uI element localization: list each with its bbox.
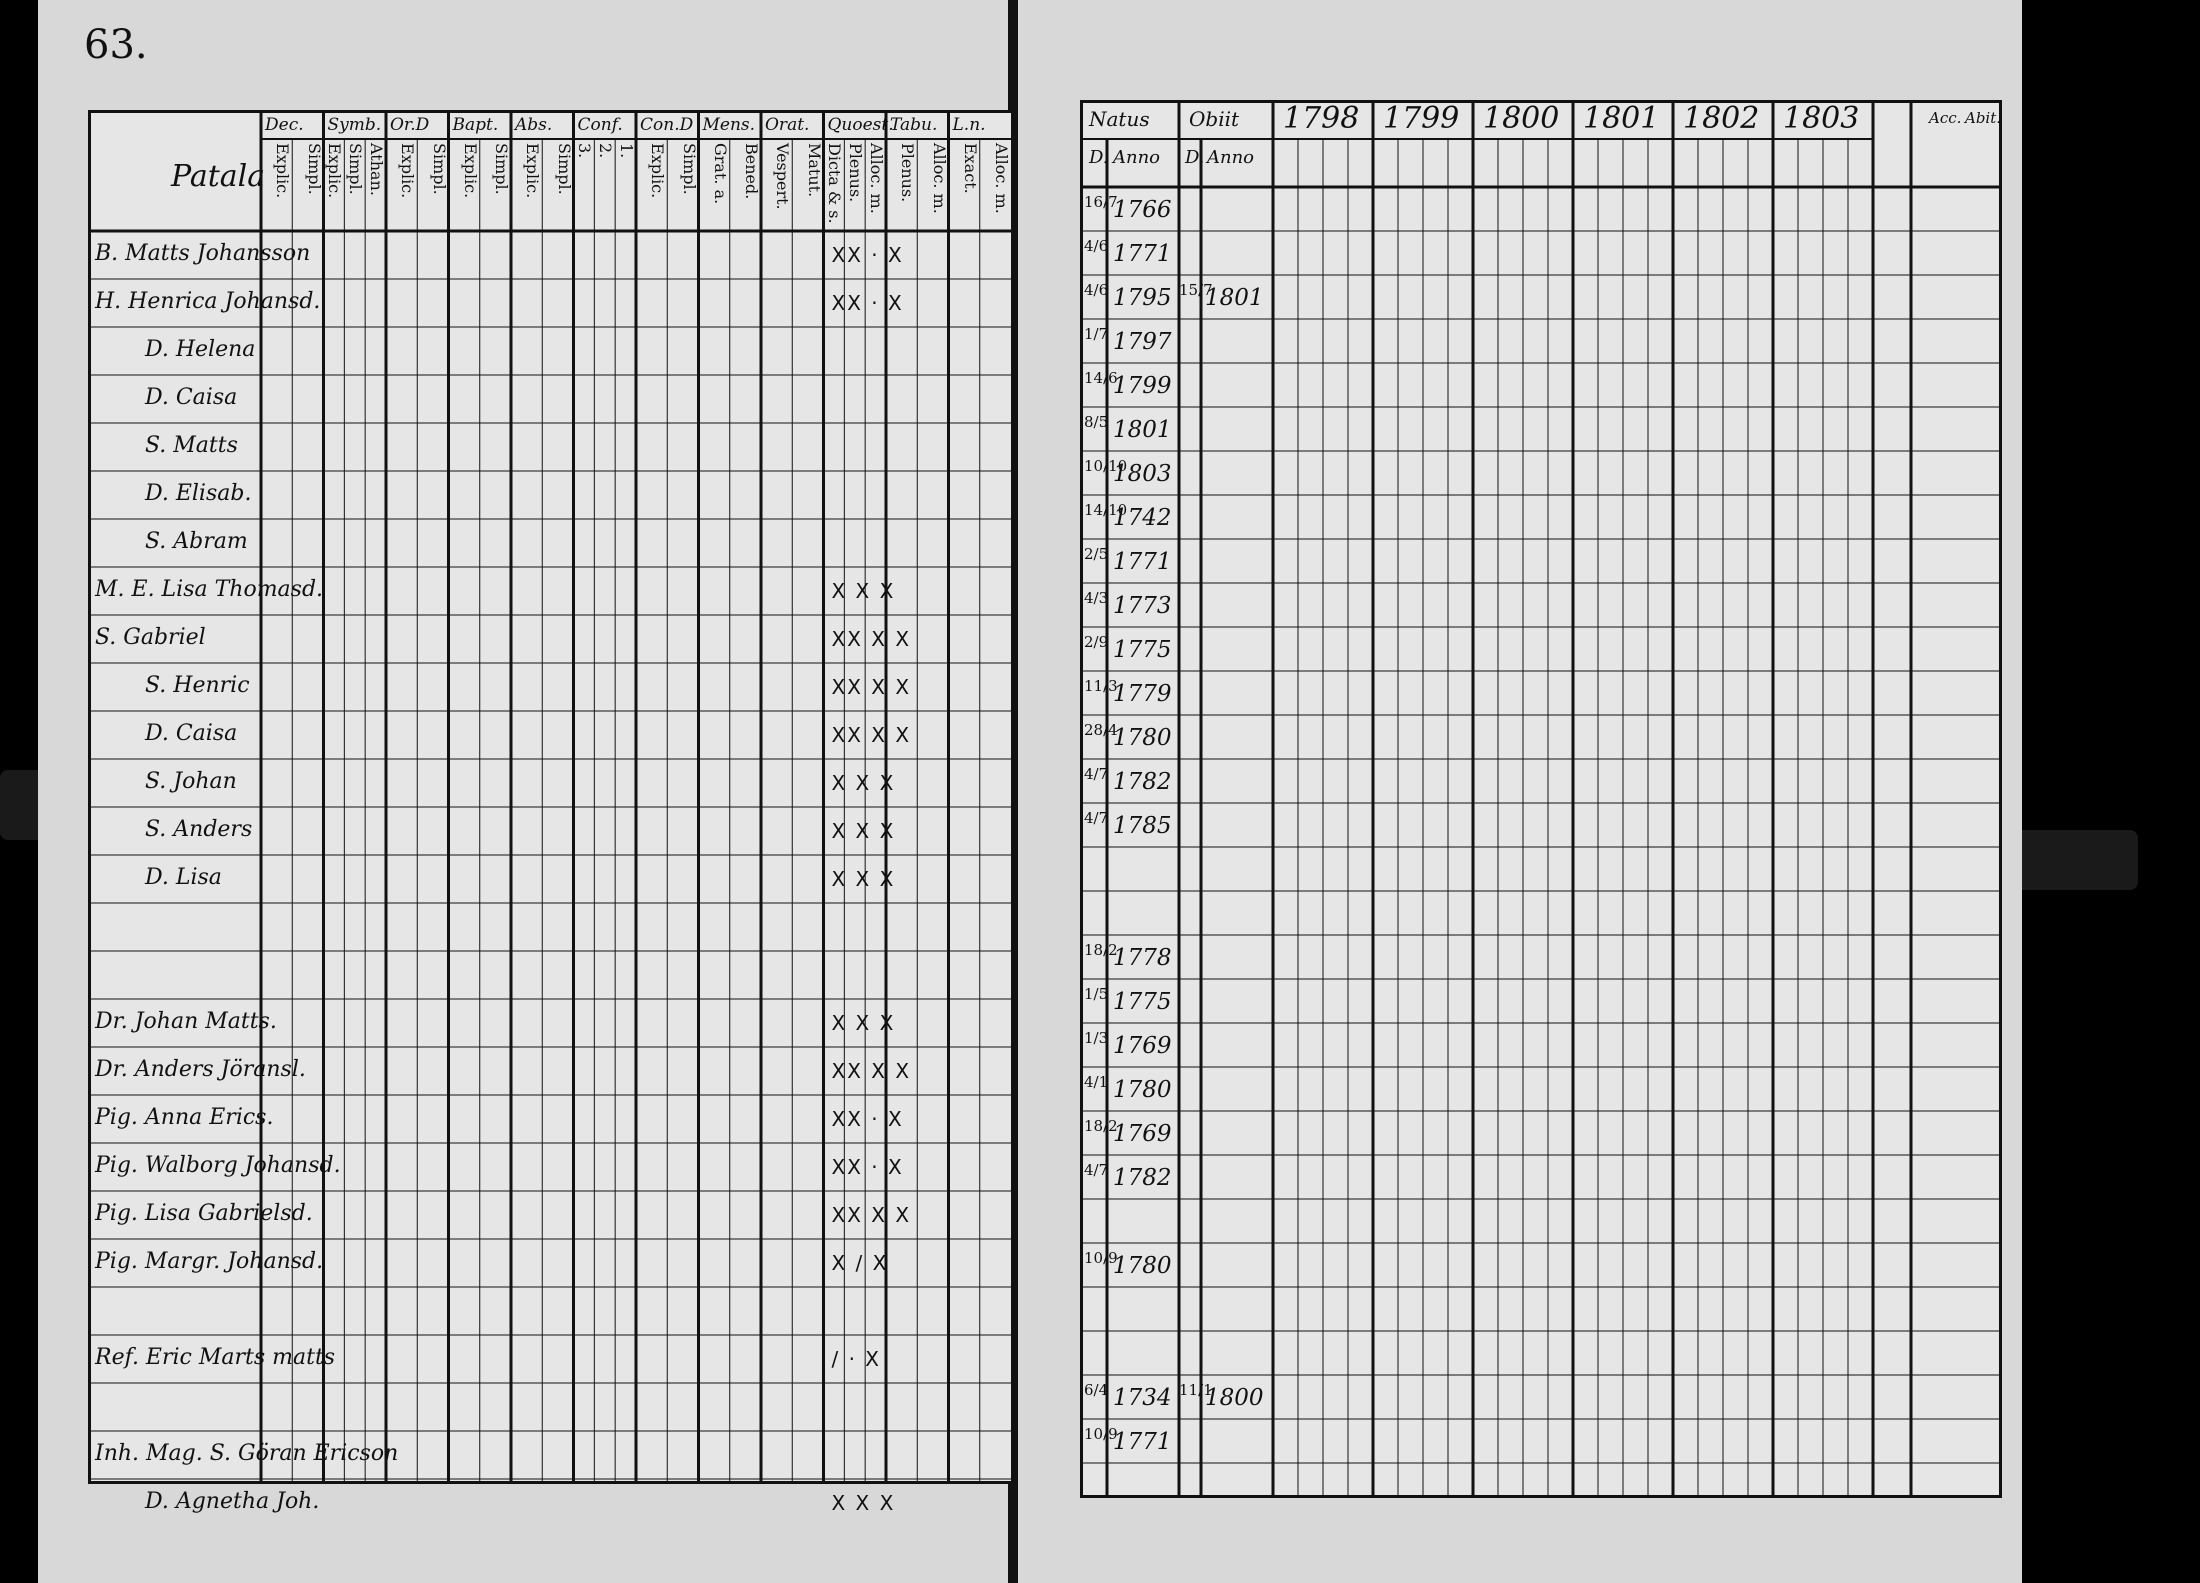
column-subheader: Explic. <box>523 143 543 199</box>
birth-day: 10/9 <box>1084 1249 1118 1267</box>
natus-day-header: D. <box>1089 147 1109 168</box>
birth-day: 18/2 <box>1084 1117 1118 1135</box>
column-subheader: Vespert. <box>773 143 793 210</box>
column-subheader: 1. <box>617 143 636 159</box>
right-register-table <box>1080 100 2002 1498</box>
column-header-1: Symb. <box>327 115 382 135</box>
page-number: 63. <box>84 22 148 68</box>
birth-year: 1742 <box>1113 505 1172 531</box>
person-name: D. Lisa <box>145 865 222 890</box>
column-subheader: Simpl. <box>492 143 511 195</box>
person-name: Dr. Johan Matts. <box>95 1009 277 1034</box>
person-marks: XX · X <box>831 243 904 267</box>
birth-year: 1775 <box>1113 989 1172 1015</box>
birth-day: 4/7 <box>1084 765 1109 783</box>
birth-day: 28/4 <box>1084 721 1118 739</box>
person-marks: X X X <box>831 771 896 795</box>
obiit-anno-header: Anno <box>1207 147 1255 168</box>
person-marks: XX · X <box>831 1155 904 1179</box>
column-subheader: Athan. <box>367 143 386 196</box>
birth-day: 14/6 <box>1084 369 1118 387</box>
birth-year: 1771 <box>1113 549 1172 575</box>
column-header-8: Orat. <box>765 115 810 135</box>
column-subheader: Exact. <box>960 143 980 194</box>
birth-day: 2/5 <box>1084 545 1109 563</box>
birth-year: 1799 <box>1113 373 1172 399</box>
person-marks: X X X <box>831 819 896 843</box>
death-day: 11/1 <box>1179 1381 1213 1399</box>
column-subheader: Grat. a. <box>710 143 730 205</box>
birth-year: 1766 <box>1113 197 1172 223</box>
column-subheader: Simpl. <box>554 143 574 195</box>
column-header-7: Mens. <box>702 115 756 135</box>
birth-day: 1/7 <box>1084 325 1109 343</box>
birth-day: 8/5 <box>1084 413 1109 431</box>
column-subheader: Simpl. <box>429 143 449 195</box>
birth-day: 16/7 <box>1084 193 1118 211</box>
column-subheader: Explic. <box>325 143 345 199</box>
left-page <box>38 0 1011 1583</box>
column-header-11: L.n. <box>952 115 986 135</box>
column-subheader: Alloc. m. <box>867 143 886 214</box>
birth-year: 1785 <box>1113 813 1172 839</box>
person-name: B. Matts Johansson <box>95 241 311 266</box>
birth-year: 1771 <box>1113 1429 1172 1455</box>
birth-year: 1782 <box>1113 1165 1172 1191</box>
birth-day: 4/1 <box>1084 1073 1109 1091</box>
birth-year: 1801 <box>1113 417 1172 443</box>
column-subheader: Explic. <box>460 143 480 199</box>
column-header-0: Dec. <box>265 115 304 135</box>
person-marks: XX X X <box>831 1203 912 1227</box>
birth-day: 1/5 <box>1084 985 1109 1003</box>
person-marks: X X X <box>831 867 896 891</box>
person-marks: XX X X <box>831 1059 912 1083</box>
column-subheader: Simpl. <box>346 143 366 195</box>
column-subheader: Alloc. m. <box>929 143 949 214</box>
column-subheader: Plenus. <box>846 143 866 203</box>
birth-year: 1779 <box>1113 681 1172 707</box>
person-marks: XX X X <box>831 723 912 747</box>
death-day: 15/7 <box>1179 281 1213 299</box>
birth-year: 1773 <box>1113 593 1172 619</box>
birth-day: 6/4 <box>1084 1381 1109 1399</box>
right-page <box>1018 0 2022 1583</box>
birth-year: 1778 <box>1113 945 1172 971</box>
birth-year: 1734 <box>1113 1385 1172 1411</box>
person-name: Inh. Mag. S. Göran Ericson <box>95 1441 399 1466</box>
person-marks: XX · X <box>831 291 904 315</box>
column-subheader: Bened. <box>742 143 761 200</box>
birth-year: 1780 <box>1113 725 1172 751</box>
birth-year: 1797 <box>1113 329 1172 355</box>
acc-header: Acc. <box>1929 109 1962 127</box>
person-marks: XX X X <box>831 627 912 651</box>
birth-day: 4/6 <box>1084 281 1109 299</box>
person-name: S. Johan <box>145 769 237 794</box>
column-subheader: 3. <box>575 143 595 159</box>
parish-name: Patala <box>171 159 266 194</box>
year-header: 1798 <box>1283 101 1360 136</box>
person-name: D. Helena <box>145 337 256 362</box>
birth-day: 10/10 <box>1084 457 1128 475</box>
column-subheader: Explic. <box>398 143 418 199</box>
person-marks: X X X <box>831 579 896 603</box>
person-name: D. Caisa <box>145 721 238 746</box>
person-name: Pig. Margr. Johansd. <box>95 1249 324 1274</box>
birth-day: 4/7 <box>1084 809 1109 827</box>
birth-year: 1780 <box>1113 1253 1172 1279</box>
person-name: M. E. Lisa Thomasd. <box>95 577 324 602</box>
year-header: 1801 <box>1583 101 1660 136</box>
column-subheader: Explic. <box>273 143 293 199</box>
column-subheader: Matut. <box>804 143 824 198</box>
person-name: S. Henric <box>145 673 250 698</box>
column-header-5: Conf. <box>577 115 623 135</box>
person-marks: XX · X <box>831 1107 904 1131</box>
birth-year: 1769 <box>1113 1033 1172 1059</box>
birth-year: 1769 <box>1113 1121 1172 1147</box>
column-header-2: Or.D <box>390 115 430 135</box>
column-header-4: Abs. <box>515 115 553 135</box>
person-name: S. Matts <box>145 433 238 458</box>
left-register-table <box>88 110 1014 1515</box>
left-grid-lines <box>91 113 1011 1481</box>
person-name: Dr. Anders Jöransl. <box>95 1057 306 1082</box>
year-header: 1799 <box>1383 101 1460 136</box>
birth-year: 1780 <box>1113 1077 1172 1103</box>
year-header: 1802 <box>1683 101 1760 136</box>
person-name: S. Anders <box>145 817 253 842</box>
year-header: 1803 <box>1783 101 1860 136</box>
birth-day: 11/3 <box>1084 677 1118 695</box>
column-subheader: Plenus. <box>898 143 918 203</box>
birth-day: 4/6 <box>1084 237 1109 255</box>
birth-year: 1775 <box>1113 637 1172 663</box>
column-header-10: Tabu. <box>890 115 938 135</box>
person-name: S. Gabriel <box>95 625 206 650</box>
right-grid-lines <box>1083 103 2002 1495</box>
column-header-3: Bapt. <box>452 115 499 135</box>
person-marks: X X X <box>831 1011 896 1035</box>
column-subheader: Dicta & s. <box>825 143 845 224</box>
column-subheader: Alloc. m. <box>992 143 1011 214</box>
birth-year: 1803 <box>1113 461 1172 487</box>
birth-day: 4/7 <box>1084 1161 1109 1179</box>
column-header-6: Con.D <box>640 115 694 135</box>
person-name: D. Caisa <box>145 385 238 410</box>
year-header: 1800 <box>1483 101 1560 136</box>
abit-header: Abit. <box>1965 109 2002 127</box>
person-name: Pig. Anna Erics. <box>95 1105 274 1130</box>
column-header-9: Quoest. <box>827 115 894 135</box>
person-name: Pig. Walborg Johansd. <box>95 1153 341 1178</box>
person-marks: XX X X <box>831 675 912 699</box>
birth-year: 1782 <box>1113 769 1172 795</box>
birth-year: 1771 <box>1113 241 1172 267</box>
birth-day: 1/3 <box>1084 1029 1109 1047</box>
natus-anno-header: Anno <box>1113 147 1161 168</box>
death-year: 1801 <box>1205 285 1264 311</box>
column-subheader: 2. <box>596 143 616 159</box>
birth-day: 18/2 <box>1084 941 1118 959</box>
birth-year: 1795 <box>1113 285 1172 311</box>
column-subheader: Explic. <box>648 143 668 199</box>
natus-header: Natus <box>1089 107 1150 131</box>
person-name: D. Agnetha Joh. <box>145 1489 320 1514</box>
person-name: D. Elisab. <box>145 481 252 506</box>
obiit-day-header: D. <box>1185 147 1205 168</box>
obiit-header: Obiit <box>1189 107 1240 131</box>
birth-day: 4/3 <box>1084 589 1109 607</box>
column-subheader: Simpl. <box>679 143 699 195</box>
person-name: S. Abram <box>145 529 248 554</box>
death-year: 1800 <box>1205 1385 1264 1411</box>
column-subheader: Simpl. <box>304 143 324 195</box>
birth-day: 10/9 <box>1084 1425 1118 1443</box>
person-name: H. Henrica Johansd. <box>95 289 321 314</box>
birth-day: 2/9 <box>1084 633 1109 651</box>
person-marks: X X X <box>831 1491 896 1515</box>
person-marks: X / X <box>831 1251 889 1275</box>
birth-day: 14/10 <box>1084 501 1128 519</box>
person-name: Pig. Lisa Gabrielsd. <box>95 1201 313 1226</box>
person-marks: / · X <box>831 1347 882 1371</box>
person-name: Ref. Eric Marts matts <box>95 1345 336 1370</box>
